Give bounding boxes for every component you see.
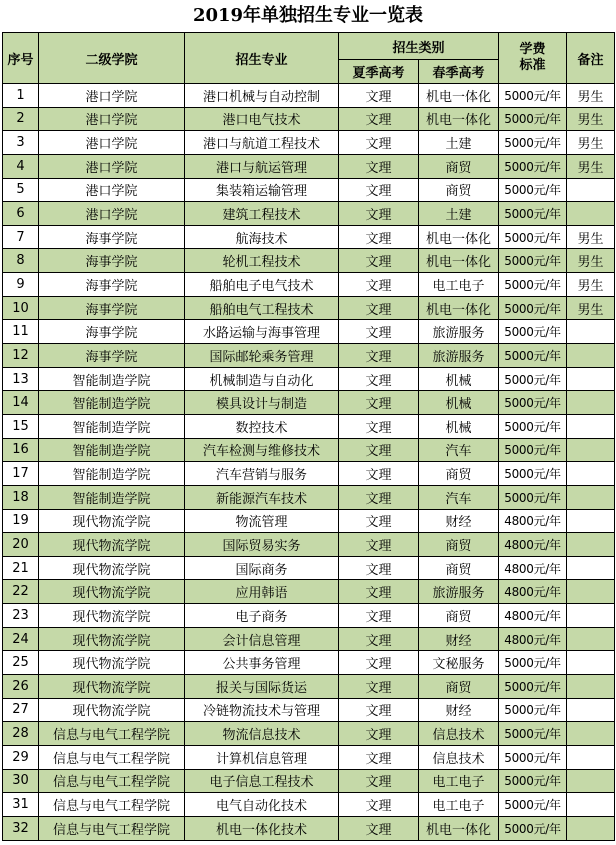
cell-summer: 文理 — [339, 816, 419, 840]
cell-summer: 文理 — [339, 320, 419, 344]
cell-major: 报关与国际货运 — [185, 675, 339, 699]
cell-index: 19 — [3, 509, 39, 533]
cell-spring: 旅游服务 — [419, 580, 499, 604]
cell-major: 物流信息技术 — [185, 722, 339, 746]
cell-summer: 文理 — [339, 722, 419, 746]
cell-spring: 信息技术 — [419, 722, 499, 746]
cell-index: 9 — [3, 273, 39, 297]
cell-spring: 土建 — [419, 202, 499, 226]
cell-college: 信息与电气工程学院 — [39, 816, 185, 840]
cell-index: 22 — [3, 580, 39, 604]
cell-fee: 5000元/年 — [499, 414, 567, 438]
cell-note — [567, 438, 615, 462]
cell-index: 24 — [3, 627, 39, 651]
cell-college: 海事学院 — [39, 296, 185, 320]
cell-fee: 5000元/年 — [499, 722, 567, 746]
cell-college: 现代物流学院 — [39, 627, 185, 651]
table-row — [3, 84, 615, 108]
cell-note — [567, 580, 615, 604]
cell-note — [567, 769, 615, 793]
cell-summer: 文理 — [339, 533, 419, 557]
cell-spring: 电工电子 — [419, 769, 499, 793]
cell-fee: 4800元/年 — [499, 556, 567, 580]
cell-spring: 商贸 — [419, 178, 499, 202]
cell-index: 25 — [3, 651, 39, 675]
table-row — [3, 675, 615, 699]
cell-fee: 5000元/年 — [499, 296, 567, 320]
cell-college: 信息与电气工程学院 — [39, 793, 185, 817]
table-row — [3, 273, 615, 297]
cell-note — [567, 320, 615, 344]
table-row — [3, 769, 615, 793]
cell-note — [567, 367, 615, 391]
table-row — [3, 249, 615, 273]
cell-fee: 5000元/年 — [499, 178, 567, 202]
cell-fee: 5000元/年 — [499, 391, 567, 415]
cell-college: 智能制造学院 — [39, 367, 185, 391]
cell-index: 4 — [3, 154, 39, 178]
cell-note — [567, 793, 615, 817]
cell-fee: 5000元/年 — [499, 131, 567, 155]
cell-note — [567, 391, 615, 415]
cell-fee: 4800元/年 — [499, 533, 567, 557]
cell-note — [567, 627, 615, 651]
table-row — [3, 367, 615, 391]
cell-index: 13 — [3, 367, 39, 391]
cell-note — [567, 745, 615, 769]
cell-major: 轮机工程技术 — [185, 249, 339, 273]
cell-summer: 文理 — [339, 249, 419, 273]
cell-note — [567, 178, 615, 202]
cell-index: 29 — [3, 745, 39, 769]
cell-college: 现代物流学院 — [39, 675, 185, 699]
cell-note — [567, 675, 615, 699]
cell-index: 30 — [3, 769, 39, 793]
table-row — [3, 131, 615, 155]
cell-note — [567, 509, 615, 533]
cell-spring: 土建 — [419, 131, 499, 155]
cell-index: 11 — [3, 320, 39, 344]
cell-index: 10 — [3, 296, 39, 320]
cell-spring: 机电一体化 — [419, 249, 499, 273]
cell-fee: 5000元/年 — [499, 675, 567, 699]
cell-college: 智能制造学院 — [39, 391, 185, 415]
cell-summer: 文理 — [339, 202, 419, 226]
cell-summer: 文理 — [339, 627, 419, 651]
cell-college: 智能制造学院 — [39, 462, 185, 486]
cell-note — [567, 344, 615, 368]
cell-college: 海事学院 — [39, 320, 185, 344]
cell-index: 3 — [3, 131, 39, 155]
table-row — [3, 651, 615, 675]
cell-spring: 财经 — [419, 627, 499, 651]
cell-spring: 商贸 — [419, 556, 499, 580]
cell-college: 智能制造学院 — [39, 438, 185, 462]
cell-index: 31 — [3, 793, 39, 817]
cell-college: 海事学院 — [39, 273, 185, 297]
cell-spring: 商贸 — [419, 154, 499, 178]
cell-summer: 文理 — [339, 414, 419, 438]
table-row — [3, 391, 615, 415]
cell-fee: 4800元/年 — [499, 580, 567, 604]
cell-index: 16 — [3, 438, 39, 462]
cell-college: 港口学院 — [39, 84, 185, 108]
cell-summer: 文理 — [339, 580, 419, 604]
cell-summer: 文理 — [339, 154, 419, 178]
cell-college: 现代物流学院 — [39, 580, 185, 604]
cell-major: 新能源汽车技术 — [185, 485, 339, 509]
cell-summer: 文理 — [339, 604, 419, 628]
cell-summer: 文理 — [339, 131, 419, 155]
table-row — [3, 178, 615, 202]
cell-major: 机械制造与自动化 — [185, 367, 339, 391]
cell-summer: 文理 — [339, 225, 419, 249]
cell-note — [567, 202, 615, 226]
cell-major: 电子商务 — [185, 604, 339, 628]
cell-major: 港口电气技术 — [185, 107, 339, 131]
cell-major: 公共事务管理 — [185, 651, 339, 675]
table-row — [3, 533, 615, 557]
cell-spring: 文秘服务 — [419, 651, 499, 675]
cell-index: 8 — [3, 249, 39, 273]
cell-fee: 5000元/年 — [499, 225, 567, 249]
table-body — [3, 84, 615, 841]
cell-fee: 4800元/年 — [499, 509, 567, 533]
header-fee — [499, 33, 567, 84]
cell-spring: 财经 — [419, 698, 499, 722]
table-row — [3, 580, 615, 604]
cell-spring: 旅游服务 — [419, 320, 499, 344]
header-major: 招生专业 — [185, 33, 339, 84]
cell-fee: 5000元/年 — [499, 462, 567, 486]
cell-fee: 5000元/年 — [499, 249, 567, 273]
cell-fee: 5000元/年 — [499, 745, 567, 769]
cell-spring: 电工电子 — [419, 793, 499, 817]
cell-major: 物流管理 — [185, 509, 339, 533]
table-header-row — [3, 33, 615, 60]
cell-note: 男生 — [567, 225, 615, 249]
cell-major: 电子信息工程技术 — [185, 769, 339, 793]
header-spring: 春季高考 — [419, 60, 499, 84]
cell-college: 港口学院 — [39, 178, 185, 202]
cell-index: 12 — [3, 344, 39, 368]
cell-note — [567, 485, 615, 509]
cell-summer: 文理 — [339, 793, 419, 817]
cell-note — [567, 462, 615, 486]
table-row — [3, 793, 615, 817]
cell-note — [567, 604, 615, 628]
cell-college: 智能制造学院 — [39, 414, 185, 438]
cell-summer: 文理 — [339, 485, 419, 509]
cell-spring: 商贸 — [419, 462, 499, 486]
cell-index: 7 — [3, 225, 39, 249]
cell-summer: 文理 — [339, 344, 419, 368]
cell-fee: 5000元/年 — [499, 438, 567, 462]
cell-fee: 4800元/年 — [499, 604, 567, 628]
table-row — [3, 344, 615, 368]
cell-fee: 5000元/年 — [499, 793, 567, 817]
cell-index: 17 — [3, 462, 39, 486]
cell-note — [567, 698, 615, 722]
header-index: 序号 — [3, 33, 39, 84]
cell-college: 海事学院 — [39, 249, 185, 273]
cell-spring: 机电一体化 — [419, 84, 499, 108]
cell-major: 国际商务 — [185, 556, 339, 580]
cell-college: 信息与电气工程学院 — [39, 769, 185, 793]
cell-major: 模具设计与制造 — [185, 391, 339, 415]
header-note: 备注 — [567, 33, 615, 84]
cell-major: 会计信息管理 — [185, 627, 339, 651]
cell-index: 26 — [3, 675, 39, 699]
cell-summer: 文理 — [339, 178, 419, 202]
page-title: 2019年单独招生专业一览表 — [192, 5, 424, 26]
table-row — [3, 107, 615, 131]
cell-summer: 文理 — [339, 769, 419, 793]
cell-fee: 5000元/年 — [499, 367, 567, 391]
cell-college: 智能制造学院 — [39, 485, 185, 509]
table-row — [3, 225, 615, 249]
header-summer: 夏季高考 — [339, 60, 419, 84]
cell-spring: 机械 — [419, 367, 499, 391]
cell-college: 现代物流学院 — [39, 556, 185, 580]
cell-summer: 文理 — [339, 273, 419, 297]
cell-major: 集装箱运输管理 — [185, 178, 339, 202]
cell-college: 港口学院 — [39, 107, 185, 131]
cell-major: 冷链物流技术与管理 — [185, 698, 339, 722]
cell-college: 信息与电气工程学院 — [39, 722, 185, 746]
cell-spring: 电工电子 — [419, 273, 499, 297]
header-category: 招生类别 — [339, 33, 499, 60]
cell-major: 计算机信息管理 — [185, 745, 339, 769]
cell-spring: 机电一体化 — [419, 107, 499, 131]
cell-college: 港口学院 — [39, 131, 185, 155]
cell-summer: 文理 — [339, 509, 419, 533]
cell-note: 男生 — [567, 84, 615, 108]
cell-college: 港口学院 — [39, 202, 185, 226]
cell-major: 汽车营销与服务 — [185, 462, 339, 486]
cell-fee: 5000元/年 — [499, 154, 567, 178]
cell-note — [567, 414, 615, 438]
cell-college: 海事学院 — [39, 344, 185, 368]
cell-summer: 文理 — [339, 675, 419, 699]
cell-college: 现代物流学院 — [39, 533, 185, 557]
cell-note — [567, 722, 615, 746]
cell-major: 航海技术 — [185, 225, 339, 249]
cell-fee: 5000元/年 — [499, 651, 567, 675]
cell-index: 20 — [3, 533, 39, 557]
cell-summer: 文理 — [339, 745, 419, 769]
cell-fee: 5000元/年 — [499, 485, 567, 509]
header-fee-label: 学费标准 — [519, 42, 546, 73]
cell-index: 2 — [3, 107, 39, 131]
header-college: 二级学院 — [39, 33, 185, 84]
cell-summer: 文理 — [339, 462, 419, 486]
cell-spring: 商贸 — [419, 533, 499, 557]
cell-note — [567, 533, 615, 557]
cell-major: 应用韩语 — [185, 580, 339, 604]
table-row — [3, 202, 615, 226]
cell-note: 男生 — [567, 107, 615, 131]
table-row — [3, 320, 615, 344]
cell-major: 数控技术 — [185, 414, 339, 438]
table-row — [3, 745, 615, 769]
cell-fee: 5000元/年 — [499, 202, 567, 226]
cell-college: 信息与电气工程学院 — [39, 745, 185, 769]
cell-index: 6 — [3, 202, 39, 226]
cell-index: 18 — [3, 485, 39, 509]
cell-major: 建筑工程技术 — [185, 202, 339, 226]
cell-index: 14 — [3, 391, 39, 415]
cell-index: 15 — [3, 414, 39, 438]
cell-spring: 机电一体化 — [419, 225, 499, 249]
cell-index: 28 — [3, 722, 39, 746]
cell-fee: 5000元/年 — [499, 320, 567, 344]
table-row — [3, 509, 615, 533]
cell-college: 现代物流学院 — [39, 509, 185, 533]
cell-fee: 5000元/年 — [499, 273, 567, 297]
cell-summer: 文理 — [339, 367, 419, 391]
cell-index: 23 — [3, 604, 39, 628]
cell-summer: 文理 — [339, 438, 419, 462]
cell-note — [567, 556, 615, 580]
cell-index: 21 — [3, 556, 39, 580]
cell-summer: 文理 — [339, 698, 419, 722]
cell-spring: 机械 — [419, 391, 499, 415]
cell-major: 船舶电子电气技术 — [185, 273, 339, 297]
cell-spring: 商贸 — [419, 675, 499, 699]
table-row — [3, 816, 615, 840]
table-row — [3, 485, 615, 509]
cell-fee: 4800元/年 — [499, 627, 567, 651]
cell-college: 港口学院 — [39, 154, 185, 178]
cell-major: 国际邮轮乘务管理 — [185, 344, 339, 368]
cell-major: 国际贸易实务 — [185, 533, 339, 557]
cell-spring: 旅游服务 — [419, 344, 499, 368]
cell-summer: 文理 — [339, 107, 419, 131]
table-row — [3, 604, 615, 628]
cell-major: 汽车检测与维修技术 — [185, 438, 339, 462]
cell-major: 港口与航道工程技术 — [185, 131, 339, 155]
cell-note: 男生 — [567, 154, 615, 178]
cell-index: 5 — [3, 178, 39, 202]
table-row — [3, 296, 615, 320]
cell-spring: 汽车 — [419, 485, 499, 509]
cell-fee: 5000元/年 — [499, 698, 567, 722]
cell-spring: 机电一体化 — [419, 296, 499, 320]
cell-major: 港口机械与自动控制 — [185, 84, 339, 108]
cell-spring: 汽车 — [419, 438, 499, 462]
cell-index: 1 — [3, 84, 39, 108]
cell-summer: 文理 — [339, 391, 419, 415]
table-row — [3, 438, 615, 462]
table-row — [3, 462, 615, 486]
cell-spring: 机电一体化 — [419, 816, 499, 840]
cell-note — [567, 816, 615, 840]
cell-major: 机电一体化技术 — [185, 816, 339, 840]
cell-fee: 5000元/年 — [499, 344, 567, 368]
cell-major: 水路运输与海事管理 — [185, 320, 339, 344]
cell-spring: 机械 — [419, 414, 499, 438]
table-row — [3, 722, 615, 746]
cell-note: 男生 — [567, 249, 615, 273]
cell-major: 港口与航运管理 — [185, 154, 339, 178]
cell-summer: 文理 — [339, 296, 419, 320]
cell-note — [567, 651, 615, 675]
cell-note: 男生 — [567, 131, 615, 155]
cell-college: 现代物流学院 — [39, 651, 185, 675]
cell-index: 27 — [3, 698, 39, 722]
cell-index: 32 — [3, 816, 39, 840]
table-row — [3, 556, 615, 580]
cell-college: 现代物流学院 — [39, 698, 185, 722]
table-row — [3, 698, 615, 722]
cell-spring: 商贸 — [419, 604, 499, 628]
cell-note: 男生 — [567, 296, 615, 320]
cell-spring: 财经 — [419, 509, 499, 533]
cell-summer: 文理 — [339, 651, 419, 675]
table-row — [3, 414, 615, 438]
table-row — [3, 627, 615, 651]
cell-college: 海事学院 — [39, 225, 185, 249]
cell-major: 电气自动化技术 — [185, 793, 339, 817]
cell-summer: 文理 — [339, 556, 419, 580]
cell-fee: 5000元/年 — [499, 816, 567, 840]
cell-note: 男生 — [567, 273, 615, 297]
cell-fee: 5000元/年 — [499, 107, 567, 131]
cell-major: 船舶电气工程技术 — [185, 296, 339, 320]
table-row — [3, 154, 615, 178]
cell-summer: 文理 — [339, 84, 419, 108]
majors-table — [2, 32, 615, 841]
cell-spring: 信息技术 — [419, 745, 499, 769]
cell-fee: 5000元/年 — [499, 84, 567, 108]
cell-fee: 5000元/年 — [499, 769, 567, 793]
cell-college: 现代物流学院 — [39, 604, 185, 628]
